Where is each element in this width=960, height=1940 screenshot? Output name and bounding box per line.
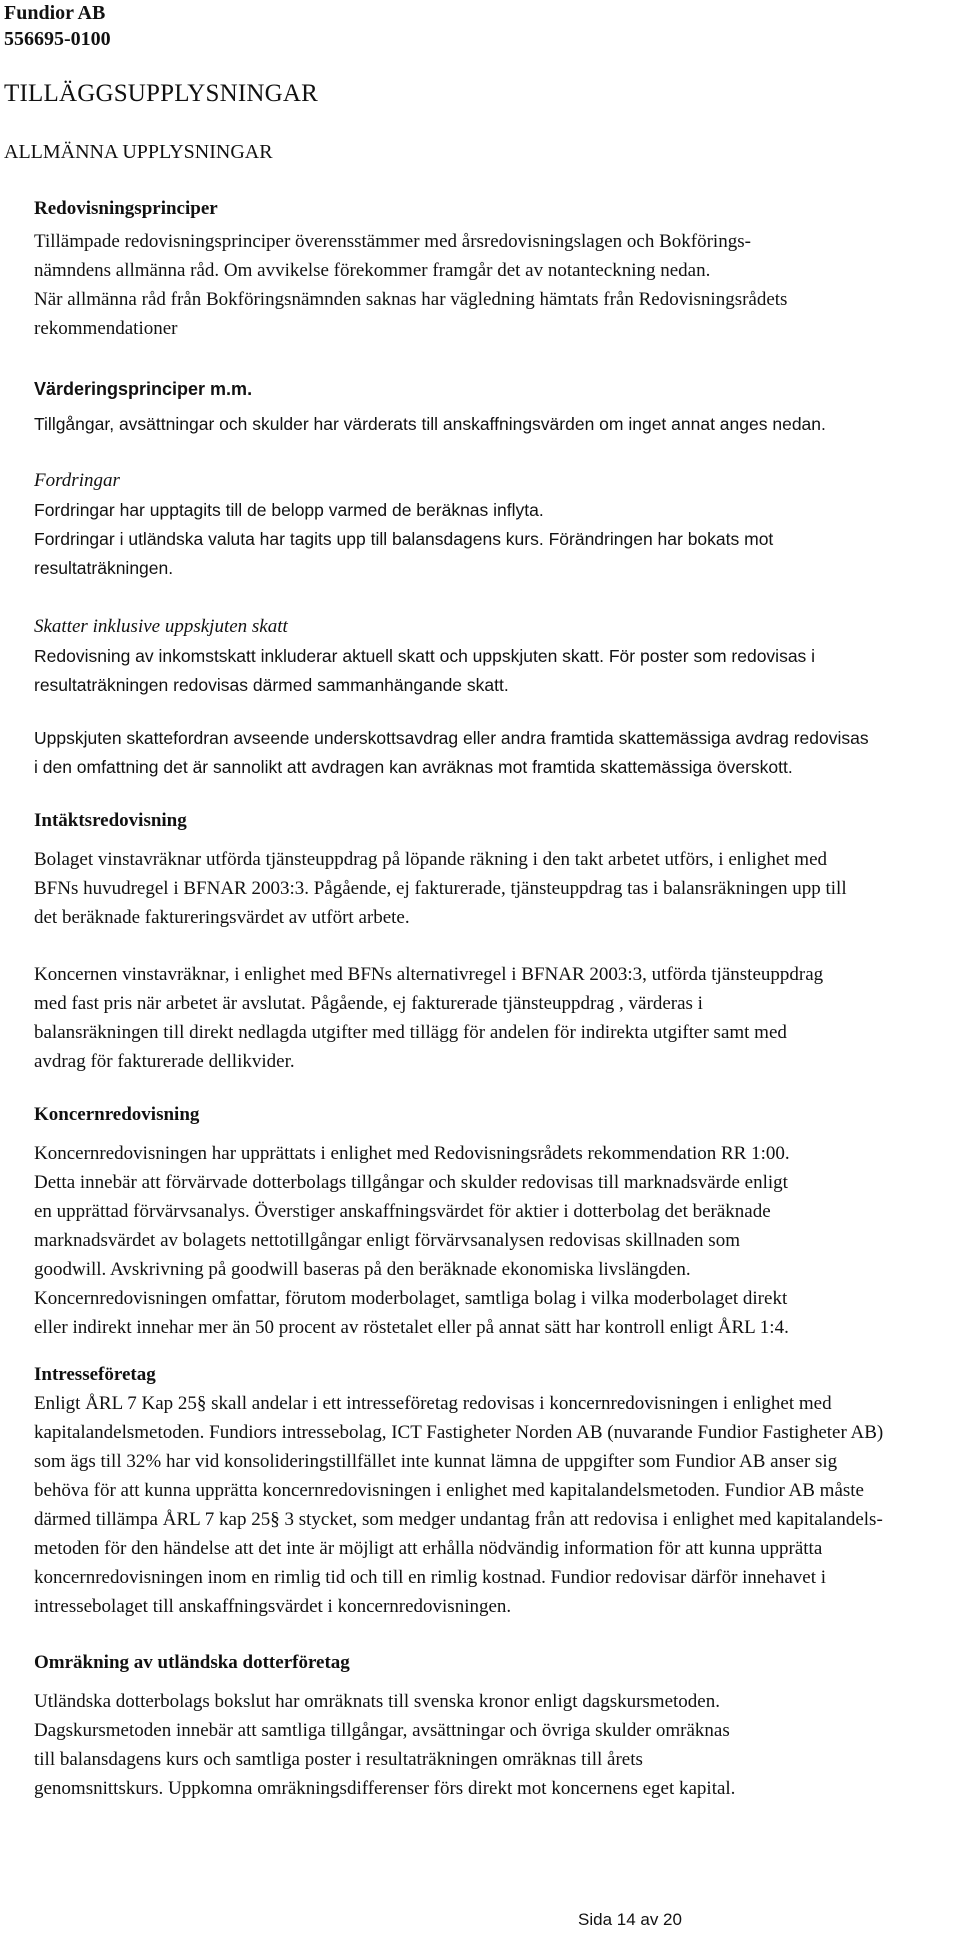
section-title: Skatter inklusive uppskjuten skatt (34, 616, 288, 637)
section-body (34, 1389, 960, 1621)
text-line: eller indirekt innehar mer än 50 procent av röstetalet eller på annat sätt har kontroll enligt ÅRL 1:4. (34, 1317, 789, 1338)
section-title: Värderingsprinciper m.m. (34, 379, 253, 399)
text-line: resultaträkningen. (34, 558, 174, 578)
section-body (34, 1139, 960, 1342)
section-body (34, 845, 960, 932)
text-line: goodwill. Avskrivning på goodwill baseras på den beräknade ekonomiska livslängden. (34, 1259, 691, 1280)
section-skatter (34, 612, 960, 700)
text-line: metoden för den händelse att det inte är möjligt att erhålla nödvändig information för att kunna upprätta (34, 1538, 823, 1559)
text-line: det beräknade faktureringsvärdet av utfört arbete. (34, 907, 410, 928)
text-line: Fordringar i utländska valuta har tagits upp till balansdagens kurs. Förändringen har bokats mot (34, 529, 774, 549)
text-line: Detta innebär att förvärvade dotterbolags tillgångar och skulder redovisas till marknadsvärde enligt (34, 1172, 788, 1193)
text-line: När allmänna råd från Bokföringsnämnden saknas har vägledning hämtats från Redovisningsrådets (34, 289, 788, 310)
page-subtitle: ALLMÄNNA UPPLYSNINGAR (4, 141, 273, 163)
page-title: TILLÄGGSUPPLYSNINGAR (4, 80, 319, 107)
text-line: Tillämpade redovisningsprinciper överensstämmer med årsredovisningslagen och Bokförings- (34, 231, 751, 252)
text-line: genomsnittskurs. Uppkomna omräkningsdifferenser förs direkt mot koncernens eget kapital. (34, 1778, 736, 1799)
text-line: i den omfattning det är sannolikt att avdragen kan avräknas mot framtida skattemässiga överskott. (34, 757, 793, 777)
section-omrakning (34, 1648, 960, 1803)
section-body (34, 642, 960, 700)
section-body (34, 1687, 960, 1803)
text-line: Enligt ÅRL 7 Kap 25§ skall andelar i ett intresseföretag redovisas i koncernredovisningen i enlighet med (34, 1393, 832, 1414)
text-line: resultaträkningen redovisas därmed sammanhängande skatt. (34, 675, 509, 695)
section-fordringar (34, 466, 960, 583)
text-line: Koncernredovisningen har upprättats i enlighet med Redovisningsrådets rekommendation RR 1:00. (34, 1143, 790, 1164)
section-title: Omräkning av utländska dotterföretag (34, 1652, 350, 1673)
text-line: avdrag för fakturerade dellikvider. (34, 1051, 295, 1072)
section-intresseforetag (34, 1360, 960, 1621)
text-line: Tillgångar, avsättningar och skulder har värderats till anskaffningsvärden om inget annat anges nedan. (34, 414, 826, 434)
section-intaktsredovisning (34, 806, 960, 932)
section-body (34, 227, 960, 343)
section-body (34, 724, 960, 782)
section-title: Fordringar (34, 470, 120, 491)
text-line: Utländska dotterbolags bokslut har omräknats till svenska kronor enligt dagskursmetoden. (34, 1691, 720, 1712)
company-name: Fundior AB (4, 2, 106, 24)
section-title: Koncernredovisning (34, 1104, 200, 1125)
section-redovisningsprinciper (34, 194, 960, 343)
text-line: Fordringar har upptagits till de belopp varmed de beräknas inflyta. (34, 500, 544, 520)
text-line: till balansdagens kurs och samtliga poster i resultaträkningen omräknas till årets (34, 1749, 643, 1770)
text-line: en upprättad förvärvsanalys. Överstiger anskaffningsvärdet för aktier i dotterbolag det beräknade (34, 1201, 771, 1222)
text-line: Bolaget vinstavräknar utförda tjänsteuppdrag på löpande räkning i den takt arbetet utförs, i enlighet med (34, 849, 827, 870)
section-title: Redovisningsprinciper (34, 198, 218, 219)
section-body (34, 960, 960, 1076)
text-line: Dagskursmetoden innebär att samtliga tillgångar, avsättningar och övriga skulder omräknas (34, 1720, 730, 1741)
text-line: marknadsvärdet av bolagets nettotillgångar enligt förvärvsanalysen redovisas skillnaden som (34, 1230, 740, 1251)
text-line: Redovisning av inkomstskatt inkluderar aktuell skatt och uppskjuten skatt. För poster som redovisas i (34, 646, 816, 666)
text-line: rekommendationer (34, 318, 178, 339)
text-line: behöva för att kunna upprätta koncernredovisningen i enlighet med kapitalandelsmetoden. Fundior AB måste (34, 1480, 864, 1501)
section-skatter-paragraph-2 (34, 724, 960, 782)
company-header (4, 0, 111, 52)
text-line: BFNs huvudregel i BFNAR 2003:3. Pågående, ej fakturerade, tjänsteuppdrag tas i balansräkningen upp till (34, 878, 847, 899)
page-number: Sida 14 av 20 (578, 1910, 682, 1929)
text-line: kapitalandelsmetoden. Fundiors intressebolag, ICT Fastigheter Norden AB (nuvarande Fundior Fastigheter AB) (34, 1422, 884, 1443)
text-line: Koncernredovisningen omfattar, förutom moderbolaget, samtliga bolag i vilka moderbolaget direkt (34, 1288, 788, 1309)
section-body (34, 496, 960, 583)
section-title: Intresseföretag (34, 1364, 156, 1385)
section-varderingsprinciper (34, 374, 960, 439)
text-line: nämndens allmänna råd. Om avvikelse förekommer framgår det av notanteckning nedan. (34, 260, 711, 281)
text-line: koncernredovisningen inom en rimlig tid och till en rimlig kostnad. Fundior redovisar därför innehavet i (34, 1567, 827, 1588)
text-line: med fast pris när arbetet är avslutat. Pågående, ej fakturerade tjänsteuppdrag , värderas i (34, 993, 703, 1014)
text-line: Koncernen vinstavräknar, i enlighet med BFNs alternativregel i BFNAR 2003:3, utförda tjänsteuppdrag (34, 964, 824, 985)
text-line: balansräkningen till direkt nedlagda utgifter med tillägg för andelen för indirekta utgifter samt med (34, 1022, 787, 1043)
section-body (34, 410, 960, 439)
text-line: intressebolaget till anskaffningsvärdet i koncernredovisningen. (34, 1596, 512, 1617)
text-line: därmed tillämpa ÅRL 7 kap 25§ 3 stycket, som medger undantag från att redovisa i enlighet med kapitalandels- (34, 1509, 883, 1530)
org-number: 556695-0100 (4, 28, 111, 50)
text-line: som ägs till 32% har vid konsolideringstillfället inte kunnat lämna de uppgifter som Fundior AB anser sig (34, 1451, 838, 1472)
section-title: Intäktsredovisning (34, 810, 187, 831)
section-koncernredovisning (34, 1100, 960, 1342)
section-intaktsredovisning-paragraph-2 (34, 960, 960, 1076)
text-line: Uppskjuten skattefordran avseende underskottsavdrag eller andra framtida skattemässiga avdrag redovisas (34, 728, 869, 748)
